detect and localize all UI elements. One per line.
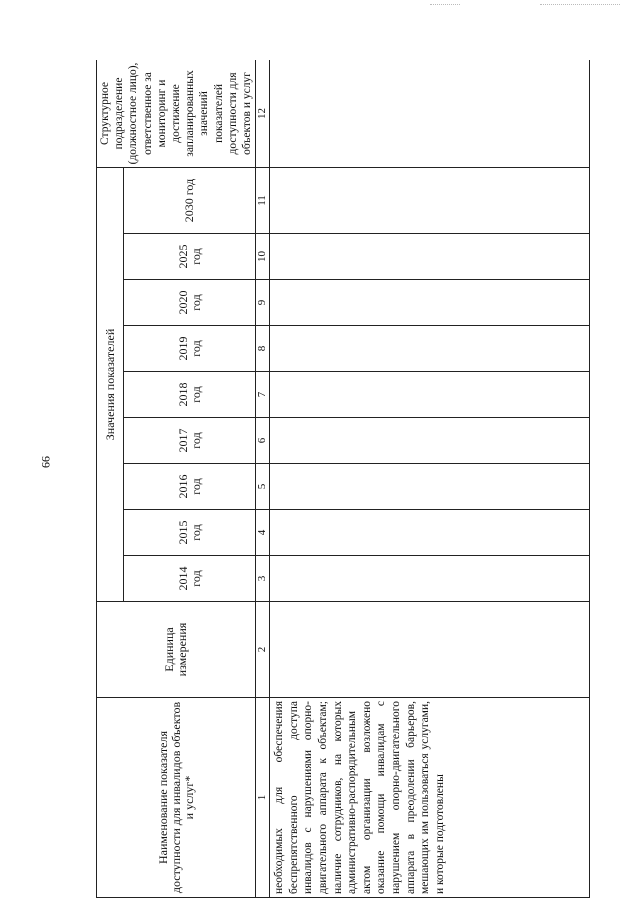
column-number: 11 bbox=[256, 167, 270, 233]
header-year-2015: 2015 год bbox=[124, 510, 256, 556]
indicator-name-cell: необходимых для обеспечения беспрепятственного доступа инвалидов с нарушениями опорно-двигательного аппарата к объектам; наличие сотрудников, на которых административно-распорядительным актом организации возложено оказание помощи инвалидам с нарушением опорно-двигательного аппарата в преодолении барьеров, мешающих им пользоваться услугами, и которые подготовлены bbox=[270, 698, 590, 898]
table-row bbox=[270, 60, 590, 898]
column-number: 4 bbox=[256, 510, 270, 556]
column-number: 10 bbox=[256, 234, 270, 280]
unit-cell bbox=[270, 602, 590, 698]
column-number: 3 bbox=[256, 556, 270, 602]
value-cell-2017 bbox=[270, 418, 590, 464]
header-indicator-name: Наименование показателя доступности для инвалидов объектов и услуг* bbox=[97, 698, 256, 898]
header-year-2019: 2019 год bbox=[124, 326, 256, 372]
column-number-row bbox=[256, 60, 270, 898]
value-cell-2016 bbox=[270, 464, 590, 510]
column-number: 7 bbox=[256, 372, 270, 418]
header-responsible-unit: Структурное подразделение (должностное лицо), ответственное за мониторинг и достижение запланированных значений показателей доступности для объектов и услуг bbox=[97, 60, 256, 167]
header-year-2020: 2020 год bbox=[124, 280, 256, 326]
column-number: 2 bbox=[256, 602, 270, 698]
scan-edge-mark bbox=[540, 4, 620, 6]
header-year-2018: 2018 год bbox=[124, 372, 256, 418]
accessibility-indicators-table bbox=[96, 60, 590, 898]
value-cell-2018 bbox=[270, 372, 590, 418]
header-year-2025: 2025 год bbox=[124, 234, 256, 280]
column-number: 12 bbox=[256, 60, 270, 167]
responsible-cell bbox=[270, 60, 590, 167]
value-cell-2015 bbox=[270, 510, 590, 556]
page-number: 99 bbox=[39, 456, 53, 468]
header-year-2030: 2030 год bbox=[124, 167, 256, 233]
value-cell-2030 bbox=[270, 167, 590, 233]
column-number: 6 bbox=[256, 418, 270, 464]
value-cell-2025 bbox=[270, 234, 590, 280]
header-row-top bbox=[97, 60, 124, 898]
column-number: 8 bbox=[256, 326, 270, 372]
column-number: 1 bbox=[256, 698, 270, 898]
value-cell-2014 bbox=[270, 556, 590, 602]
column-number: 5 bbox=[256, 464, 270, 510]
header-values-group: Значения показателей bbox=[97, 167, 124, 601]
table-rotation-frame bbox=[96, 60, 596, 898]
header-year-2017: 2017 год bbox=[124, 418, 256, 464]
value-cell-2020 bbox=[270, 280, 590, 326]
header-year-2016: 2016 год bbox=[124, 464, 256, 510]
scan-edge-mark bbox=[430, 4, 460, 6]
column-number: 9 bbox=[256, 280, 270, 326]
header-year-2014: 2014 год bbox=[124, 556, 256, 602]
value-cell-2019 bbox=[270, 326, 590, 372]
rotated-table-sheet bbox=[96, 60, 596, 898]
header-unit: Единица измерения bbox=[97, 602, 256, 698]
